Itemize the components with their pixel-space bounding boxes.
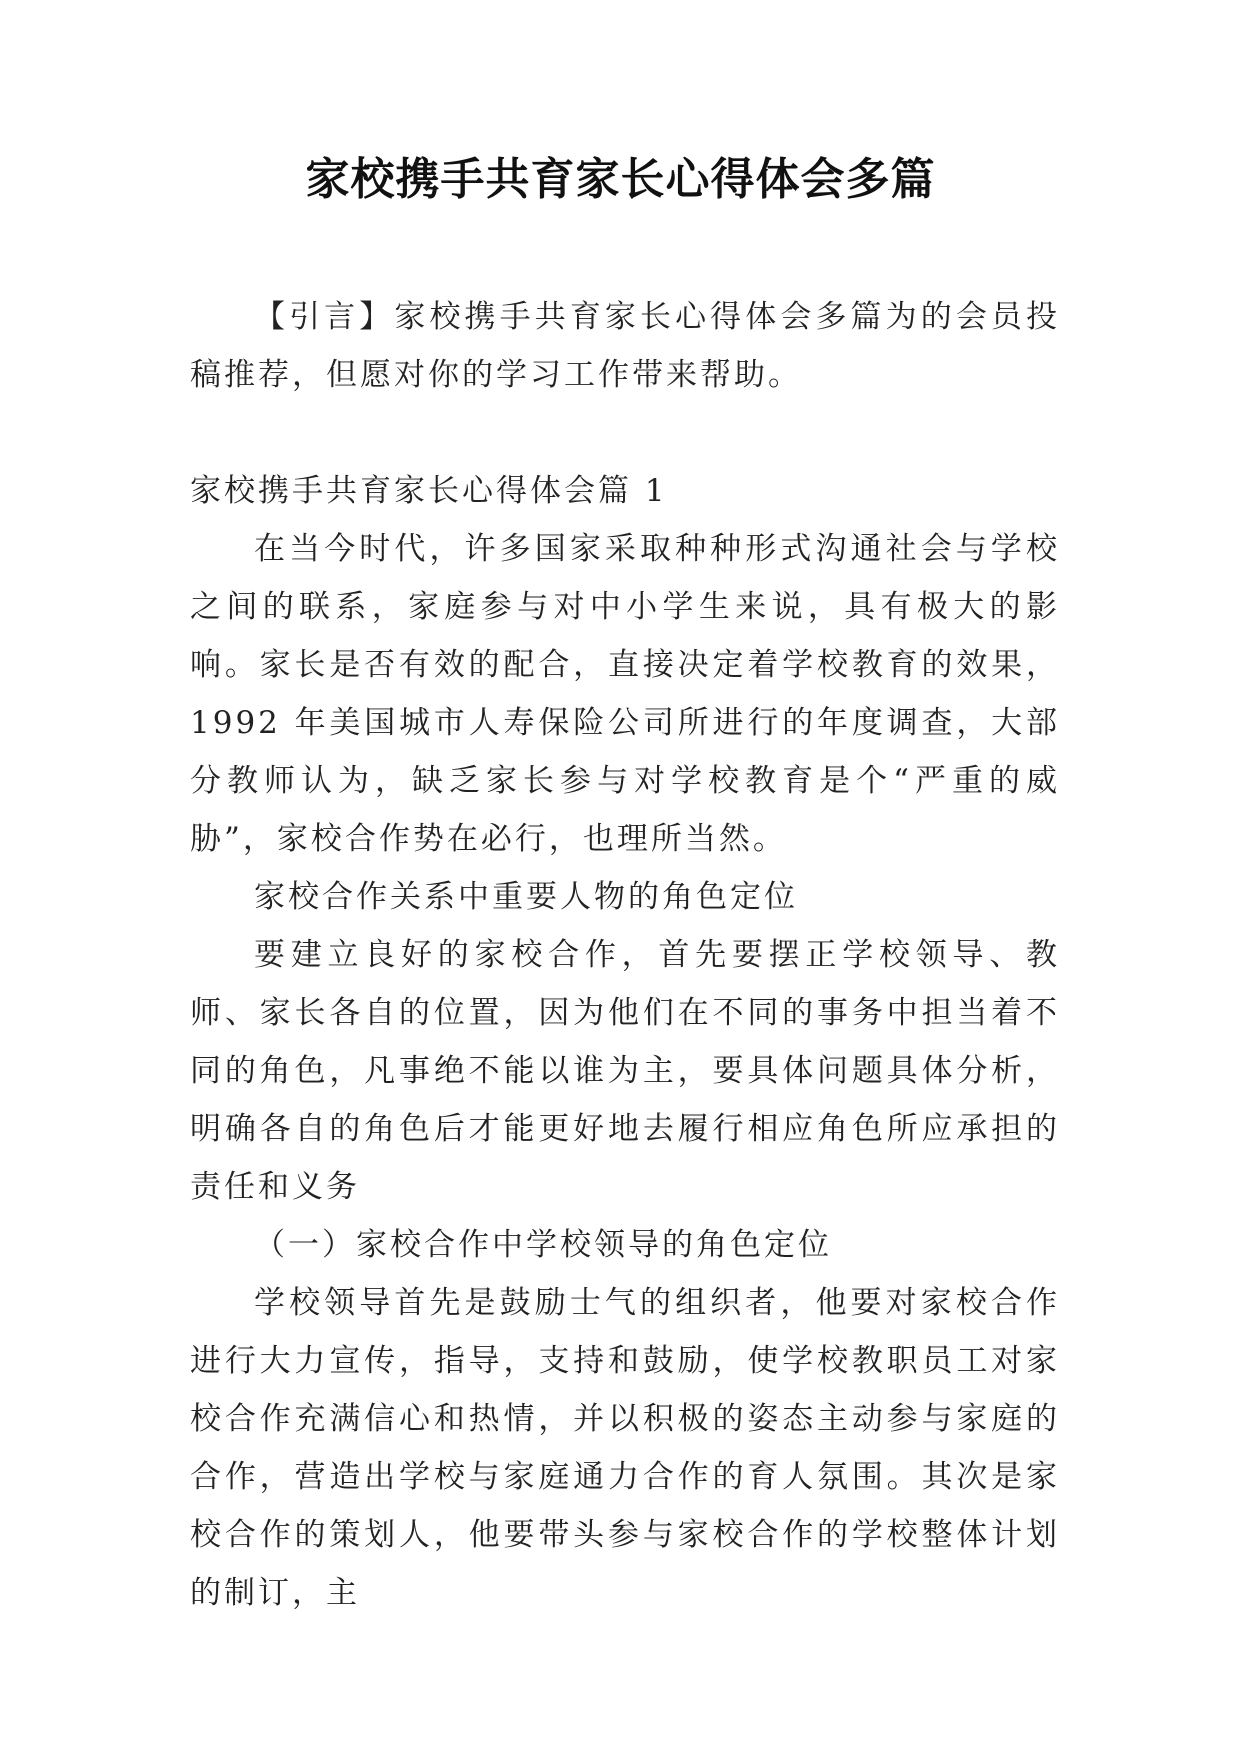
body-paragraph-1: 在当今时代，许多国家采取种种形式沟通社会与学校之间的联系，家庭参与对中小学生来说，具有极大的影响。家长是否有效的配合，直接决定着学校教育的效果，1992 年美国城市人寿保险公司所进行的年度调查，大部分教师认为，缺乏家长参与对学校教育是个“严重的威胁”，家校合作势在必行，也理所当然。 bbox=[190, 531, 1060, 857]
subheading-school-leaders: （一）家校合作中学校领导的角色定位 bbox=[254, 1227, 832, 1263]
document-title: 家校携手共育家长心得体会多篇 bbox=[305, 154, 936, 205]
intro-paragraph: 【引言】家校携手共育家长心得体会多篇为的会员投稿推荐，但愿对你的学习工作带来帮助。 bbox=[190, 299, 1060, 393]
body-paragraph-3: 学校领导首先是鼓励士气的组织者，他要对家校合作进行大力宣传，指导，支持和鼓励，使学校教职员工对家校合作充满信心和热情，并以积极的姿态主动参与家庭的合作，营造出学校与家庭通力合作的育人氛围。其次是家校合作的策划人，他要带头参与家校合作的学校整体计划的制订，主 bbox=[190, 1285, 1060, 1611]
section-title: 家校携手共育家长心得体会篇 1 bbox=[190, 473, 668, 509]
subheading-role-positioning: 家校合作关系中重要人物的角色定位 bbox=[254, 879, 798, 915]
document-body bbox=[190, 288, 1060, 1622]
body-paragraph-2: 要建立良好的家校合作，首先要摆正学校领导、教师、家长各自的位置，因为他们在不同的事务中担当着不同的角色，凡事绝不能以谁为主，要具体问题具体分析，明确各自的角色后才能更好地去履行相应角色所应承担的责任和义务 bbox=[190, 937, 1060, 1205]
paragraph-spacer bbox=[190, 404, 1060, 462]
